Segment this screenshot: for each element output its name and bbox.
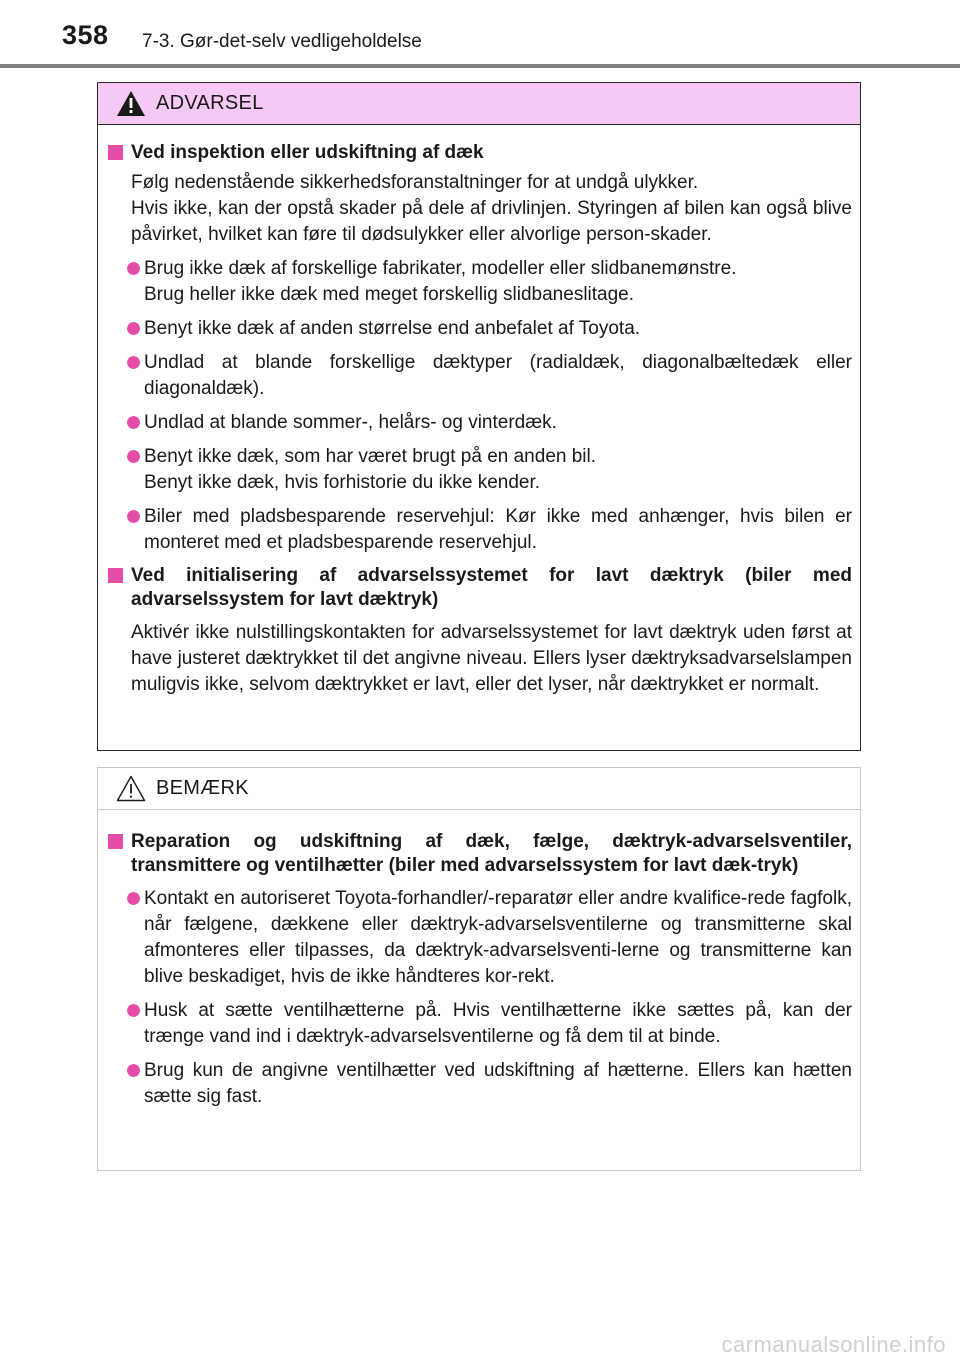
warning-body	[98, 125, 860, 698]
round-bullet-icon	[127, 892, 140, 905]
bullet-item: Benyt ikke dæk, som har været brugt på en anden bil. Benyt ikke dæk, hvis forhistorie du ikke kender.	[106, 444, 852, 496]
header-rule	[0, 64, 960, 68]
round-bullet-icon	[127, 1004, 140, 1017]
section-paragraph: Aktivér ikke nulstillingskontakten for advarselssystemet for lavt dæktryk uden først at have justeret dæktrykket til det angivne niveau. Ellers lyser dæktryksadvarselslampen muligvis ikke, selvom dæktrykket er lavt, eller det lyser, når dæktrykket er normalt.	[131, 622, 852, 695]
notice-triangle-icon	[116, 775, 146, 802]
notice-box	[97, 767, 861, 1171]
bullet-item: Undlad at blande forskellige dæktyper (radialdæk, diagonalbæltedæk eller diagonaldæk).	[106, 350, 852, 402]
warning-header	[98, 83, 860, 125]
round-bullet-icon	[127, 322, 140, 335]
notice-body	[98, 810, 860, 1110]
square-bullet-icon	[108, 145, 123, 160]
bullet-item: Kontakt en autoriseret Toyota-forhandler/-reparatør eller andre kvalifice-rede fagfolk, når fælgene, dækkene eller dæktryk-advarselsventilerne og transmitterne skal afmonteres eller tilpasses, da dæktryk-advarselsventi-lerne og transmitterne kan blive beskadiget, hvis de ikke håndteres kor-rekt.	[106, 886, 852, 990]
round-bullet-icon	[127, 262, 140, 275]
bullet-item: Biler med pladsbesparende reservehjul: Kør ikke med anhænger, hvis bilen er monteret med et pladsbesparende reservehjul.	[106, 504, 852, 556]
round-bullet-icon	[127, 510, 140, 523]
bullet-item: Brug ikke dæk af forskellige fabrikater, modeller eller slidbanemønstre. Brug heller ikke dæk med meget forskellig slidbaneslitage.	[106, 256, 852, 308]
bullet-item: Husk at sætte ventilhætterne på. Hvis ventilhætterne ikke sættes på, kan der trænge vand ind i dæktryk-advarselsventilerne og få dem til at binde.	[106, 998, 852, 1050]
warning-label: ADVARSEL	[156, 92, 264, 114]
section-title: Ved inspektion eller udskiftning af dæk	[106, 141, 852, 165]
page-header	[0, 0, 960, 70]
warning-triangle-icon	[116, 90, 146, 117]
bullet-item: Undlad at blande sommer-, helårs- og vinterdæk.	[106, 410, 852, 436]
round-bullet-icon	[127, 450, 140, 463]
round-bullet-icon	[127, 356, 140, 369]
watermark: carmanualsonline.info	[721, 1332, 946, 1357]
section-paragraph: Følg nedenstående sikkerhedsforanstaltninger for at undgå ulykker.	[131, 172, 699, 193]
round-bullet-icon	[127, 416, 140, 429]
section-paragraph: Hvis ikke, kan der opstå skader på dele af drivlinjen. Styringen af bilen kan også blive påvirket, hvilket kan føre til dødsulykker eller alvorlige person-skader.	[131, 198, 852, 245]
square-bullet-icon	[108, 568, 123, 583]
page-number: 358	[62, 20, 109, 50]
square-bullet-icon	[108, 834, 123, 849]
round-bullet-icon	[127, 1064, 140, 1077]
warning-box	[97, 82, 861, 751]
section-title: Ved initialisering af advarselssystemet for lavt dæktryk (biler med advarselssystem for lavt dæktryk)	[106, 564, 852, 612]
notice-label: BEMÆRK	[156, 777, 249, 799]
bullet-item: Benyt ikke dæk af anden størrelse end anbefalet af Toyota.	[106, 316, 852, 342]
section-title: Reparation og udskiftning af dæk, fælge, dæktryk-advarselsventiler, transmittere og ventilhætter (biler med advarselssystem for lavt dæk-tryk)	[106, 830, 852, 878]
bullet-item: Brug kun de angivne ventilhætter ved udskiftning af hætterne. Ellers kan hætten sætte sig fast.	[106, 1058, 852, 1110]
notice-header	[98, 768, 860, 810]
chapter-title: 7-3. Gør-det-selv vedligeholdelse	[142, 31, 422, 52]
